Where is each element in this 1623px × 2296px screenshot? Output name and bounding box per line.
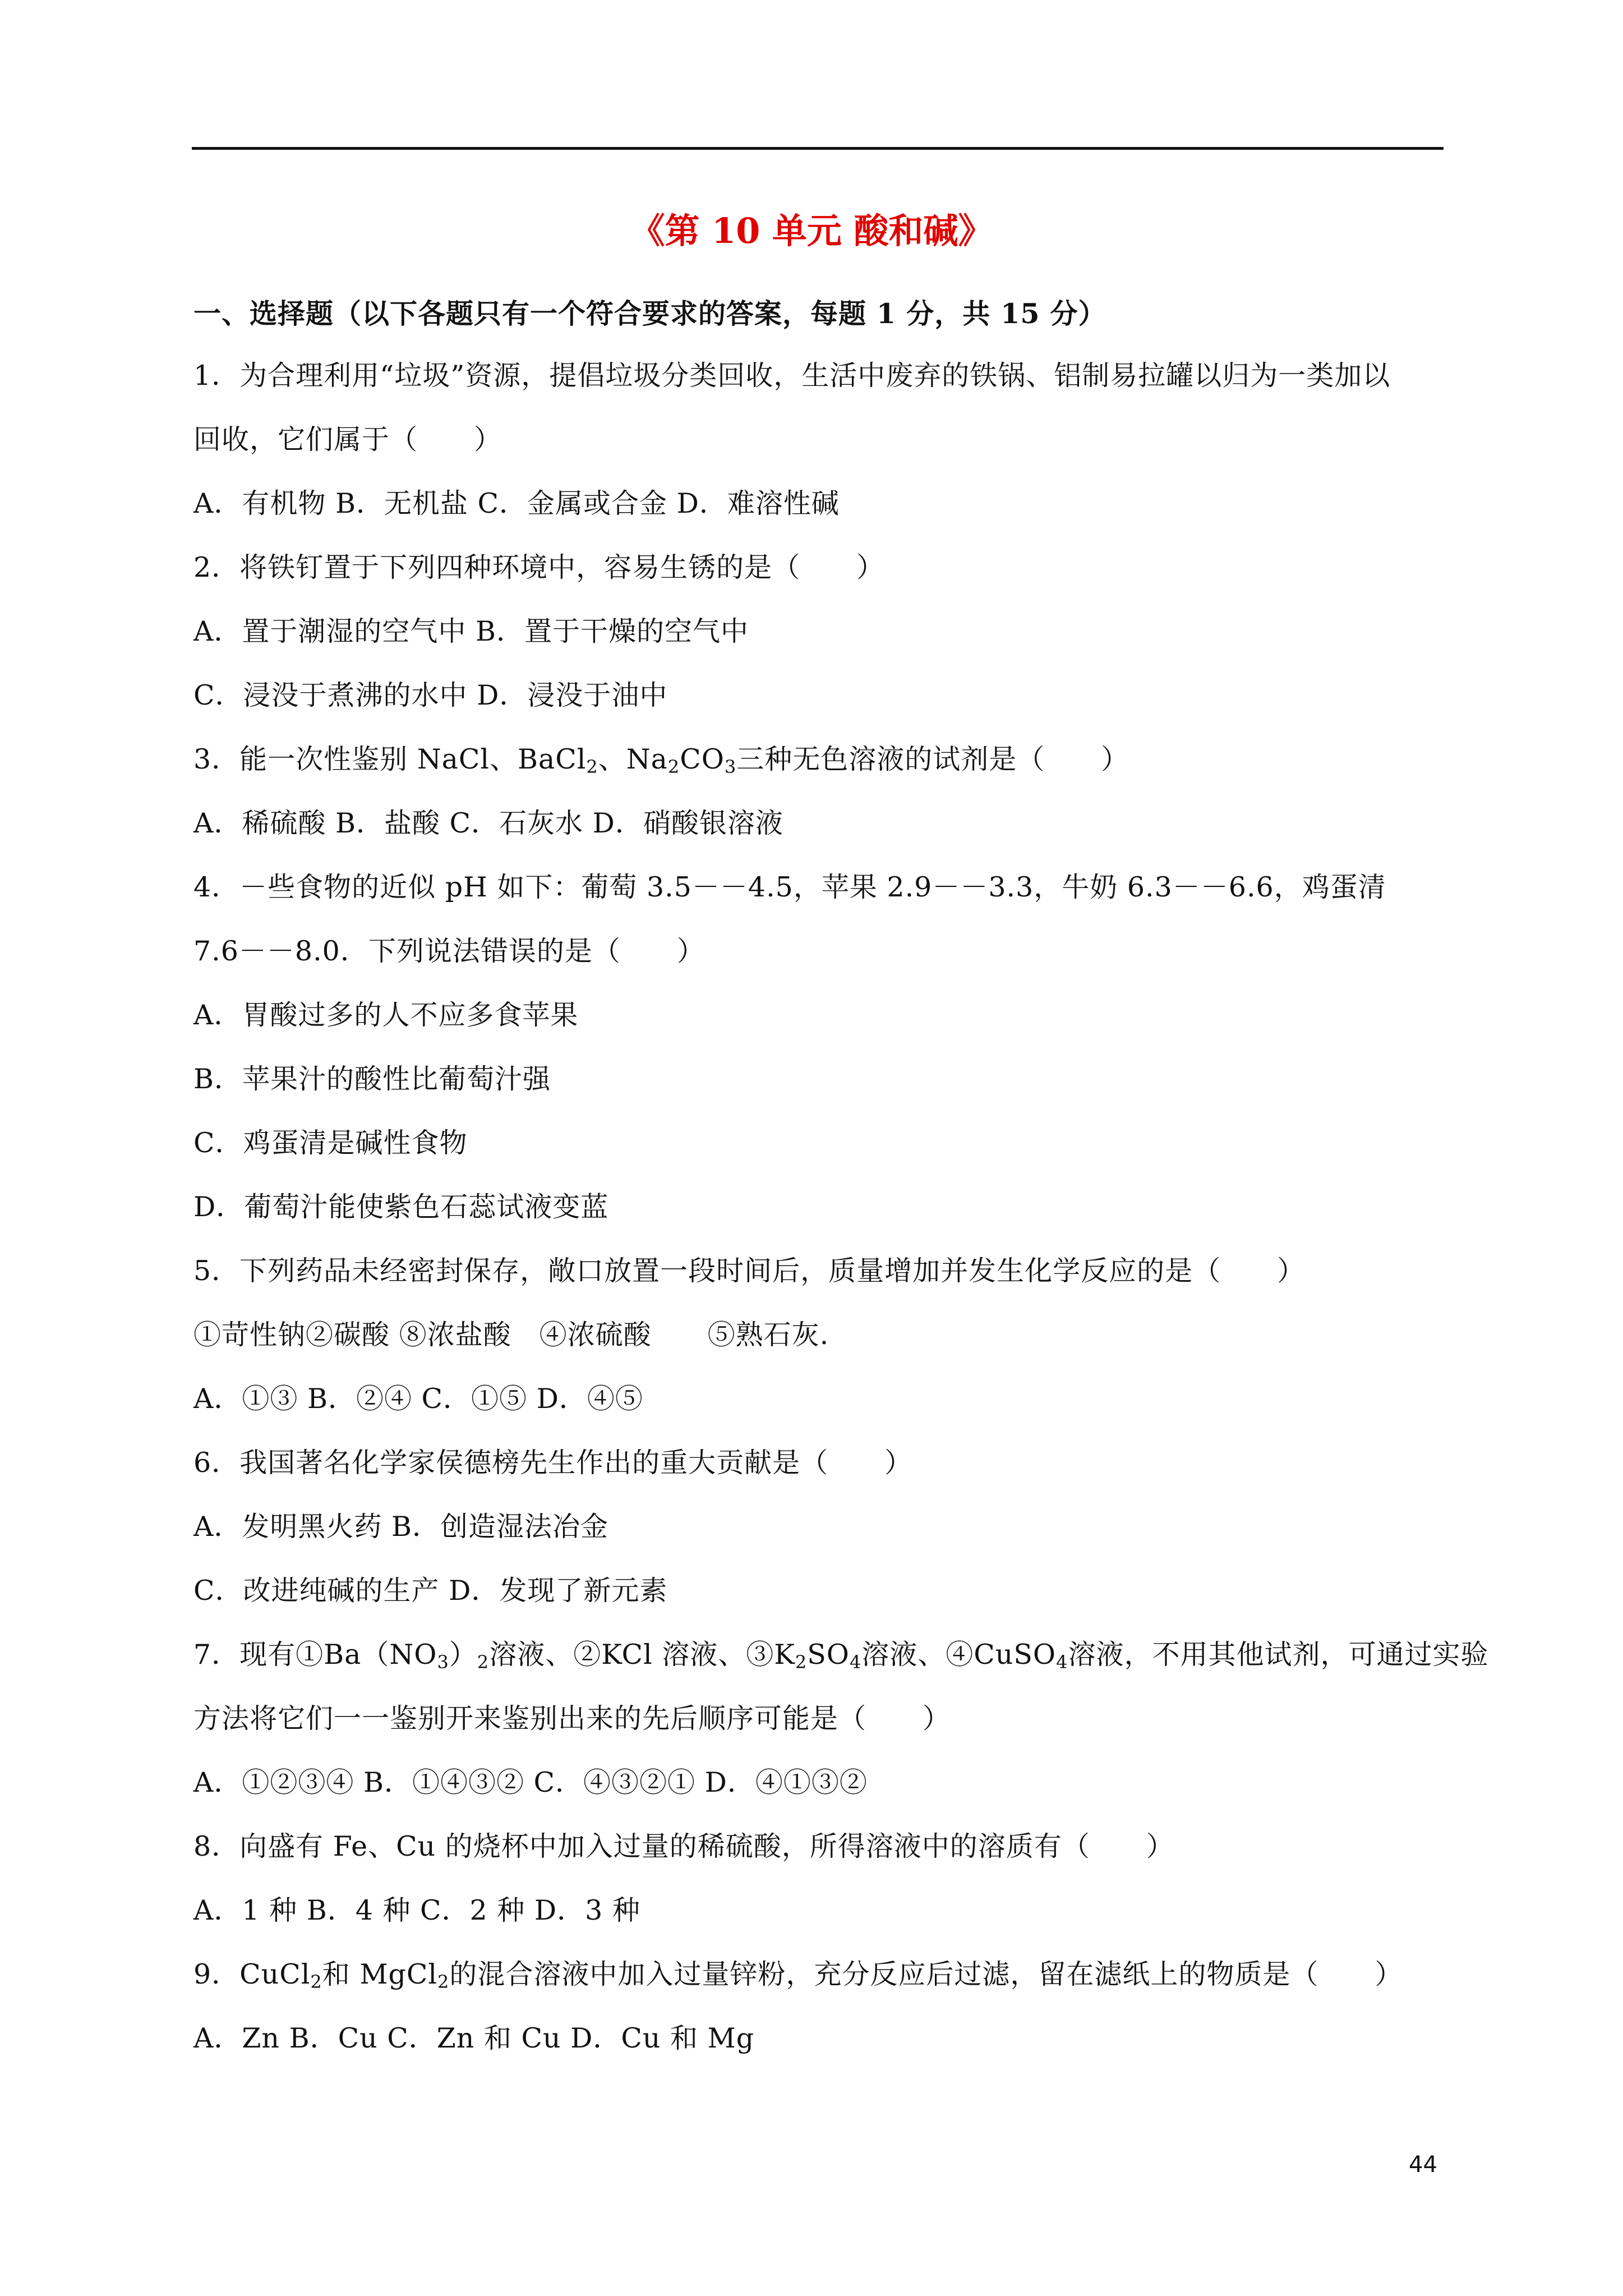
question-4-line-1: 4．－些食物的近似 pH 如下：葡萄 3.5－－4.5，苹果 2.9－－3.3，牛奶 6.3－－6.6，鸡蛋清 <box>193 871 1386 903</box>
q3-text-4: 三种无色溶液的试剂是（ ） <box>736 743 1129 775</box>
q9-text-1: 9．CuCl <box>193 1958 311 1990</box>
question-7-line-2: 方法将它们一一鉴别开来鉴别出来的先后顺序可能是（ ） <box>193 1703 951 1734</box>
question-1-line-2: 回收，它们属于（ ） <box>193 424 502 455</box>
question-1-options: A．有机物 B．无机盐 C．金属或合金 D．难溶性碱 <box>193 487 840 519</box>
q7-sub-4: 4 <box>849 1651 862 1673</box>
question-8: 8．向盛有 Fe、Cu 的烧杯中加入过量的稀硫酸，所得溶液中的溶质有（ ） <box>193 1830 1174 1862</box>
q7-sub-5: 4 <box>1056 1651 1068 1673</box>
question-4-option-b: B．苹果汁的酸性比葡萄汁强 <box>193 1063 551 1095</box>
q9-text-2: 和 MgCl <box>322 1958 438 1990</box>
question-4-option-d: D．葡萄汁能使紫色石蕊试液变蓝 <box>193 1191 609 1223</box>
q7-text-1: 7．现有①Ba（NO <box>193 1639 437 1671</box>
q7-text-6: 溶液，不用其他试剂，可通过实验 <box>1068 1639 1489 1671</box>
q3-sub-1: 2 <box>586 756 598 777</box>
question-6: 6．我国著名化学家侯德榜先生作出的重大贡献是（ ） <box>193 1447 913 1479</box>
q7-text-2: ） <box>449 1639 477 1671</box>
q3-sub-3: 3 <box>724 756 737 777</box>
q9-text-3: 的混合溶液中加入过量锌粉，充分反应后过滤，留在滤纸上的物质是（ ） <box>449 1958 1403 1990</box>
question-4-line-2: 7.6－－8.0．下列说法错误的是（ ） <box>193 935 705 967</box>
question-3-options: A．稀硫酸 B．盐酸 C．石灰水 D．硝酸银溶液 <box>193 807 783 839</box>
q7-text-3: 溶液、②KCl 溶液、③K <box>489 1639 795 1671</box>
q7-sub-1: 3 <box>437 1651 449 1673</box>
q7-text-4: SO <box>807 1639 850 1671</box>
q7-sub-3: 2 <box>795 1651 808 1673</box>
q3-sub-2: 2 <box>667 756 680 777</box>
question-2: 2．将铁钉置于下列四种环境中，容易生锈的是（ ） <box>193 551 885 583</box>
question-7-line-1 <box>193 1636 1488 1674</box>
question-2-options-ab: A．置于潮湿的空气中 B．置于干燥的空气中 <box>193 615 749 647</box>
question-5: 5．下列药品未经密封保存，敞口放置一段时间后，质量增加并发生化学反应的是（ ） <box>193 1255 1306 1287</box>
page-number: 44 <box>1409 2152 1437 2178</box>
document-title: 《第 10 单元 酸和碱》 <box>630 210 993 251</box>
q7-text-5: 溶液、④CuSO <box>861 1639 1057 1671</box>
question-1-line-1: 1．为合理利用“垃圾”资源，提倡垃圾分类回收，生活中废弃的铁锅、铝制易拉罐以归为一类加以 <box>193 360 1391 392</box>
question-6-options-cd: C．改进纯碱的生产 D．发现了新元素 <box>193 1575 668 1607</box>
q9-sub-2: 2 <box>437 1971 450 1993</box>
question-8-options: A．1 种 B．4 种 C．2 种 D．3 种 <box>193 1894 640 1926</box>
question-9-options: A．Zn B．Cu C．Zn 和 Cu D．Cu 和 Mg <box>193 2022 755 2054</box>
q7-sub-2: 2 <box>477 1651 490 1673</box>
q3-text-3: CO <box>680 743 725 775</box>
header-rule <box>192 147 1444 150</box>
question-3-options-cd: C．浸没于煮沸的水中 D．浸没于油中 <box>193 679 668 711</box>
question-4-option-c: C．鸡蛋清是碱性食物 <box>193 1127 468 1159</box>
q9-sub-1: 2 <box>310 1971 322 1993</box>
question-5-options: A．①③ B．②④ C．①⑤ D．④⑤ <box>193 1383 643 1415</box>
section-heading: 一、选择题（以下各题只有一个符合要求的答案，每题 1 分，共 15 分） <box>193 297 1106 330</box>
q3-text-1: 3．能一次性鉴别 NaCl、BaCl <box>193 743 587 775</box>
question-6-options-ab: A．发明黑火药 B．创造湿法冶金 <box>193 1511 608 1543</box>
question-7-options: A．①②③④ B．①④③② C．④③②① D．④①③② <box>193 1766 868 1798</box>
question-9 <box>193 1955 1403 1994</box>
q3-text-2: 、Na <box>598 743 668 775</box>
question-3 <box>193 740 1129 779</box>
question-5-items: ①苛性钠②碳酸 ⑧浓盐酸 ④浓硫酸 ⑤熟石灰. <box>193 1319 829 1351</box>
question-4-option-a: A．胃酸过多的人不应多食苹果 <box>193 999 579 1031</box>
